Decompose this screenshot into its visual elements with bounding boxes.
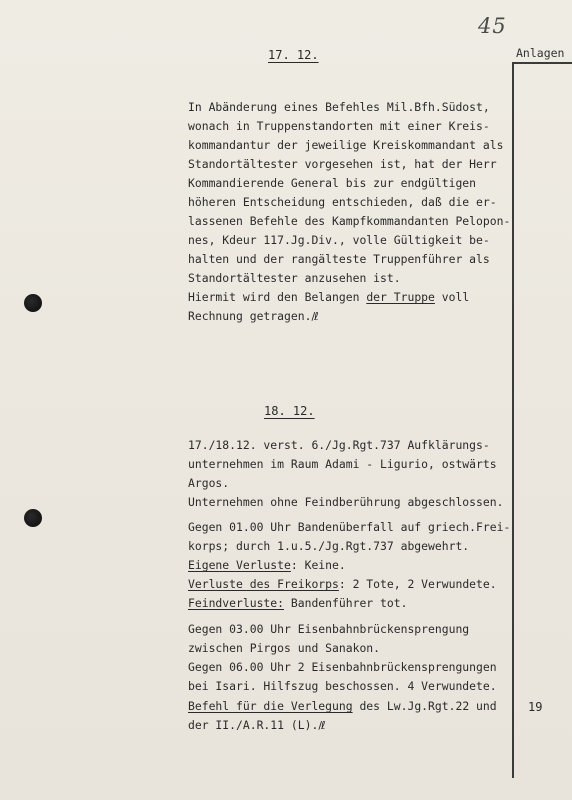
text-segment: voll bbox=[434, 290, 470, 304]
underlined-phrase: Feindverluste: bbox=[188, 596, 285, 610]
margin-rule bbox=[512, 62, 514, 778]
text-line: Argos. bbox=[188, 476, 230, 490]
underlined-phrase: Befehl für die Verlegung bbox=[188, 699, 353, 713]
margin-header-anlagen: Anlagen bbox=[516, 46, 565, 60]
date-heading-18-12: 18. 12. bbox=[264, 404, 315, 418]
text-line: Gegen 06.00 Uhr 2 Eisenbahnbrückensprengungen bbox=[188, 660, 497, 674]
text-line: wonach in Truppenstandorten mit einer Kreis- bbox=[188, 119, 490, 133]
annex-reference-number: 19 bbox=[528, 700, 543, 714]
text-line: Gegen 01.00 Uhr Bandenüberfall auf griech.Frei- bbox=[188, 520, 511, 534]
text-line: korps; durch 1.u.5./Jg.Rgt.737 abgewehrt. bbox=[188, 539, 470, 553]
text-line: Standortältester anzusehen ist. bbox=[188, 271, 401, 285]
text-segment: Rechnung getragen. bbox=[188, 309, 312, 323]
text-line bbox=[188, 307, 510, 326]
text-line bbox=[188, 288, 510, 307]
punch-hole-top bbox=[24, 294, 42, 312]
text-line bbox=[188, 575, 510, 594]
margin-header-rule bbox=[512, 62, 572, 64]
entry-bridge-demolition-1 bbox=[188, 620, 469, 658]
text-line: Gegen 03.00 Uhr Eisenbahnbrückensprengung bbox=[188, 622, 470, 636]
text-segment: : Keine. bbox=[290, 558, 346, 572]
entry-relocation-order bbox=[188, 697, 497, 735]
text-line bbox=[188, 594, 510, 613]
date-heading-17-12: 17. 12. bbox=[268, 48, 319, 62]
text-line: kommandantur der jeweilige Kreiskommandant als bbox=[188, 138, 504, 152]
text-segment: Bandenführer tot. bbox=[284, 596, 408, 610]
text-line: zwischen Pirgos und Sanakon. bbox=[188, 641, 381, 655]
text-line bbox=[188, 697, 497, 716]
handwritten-initials: /ℓ bbox=[311, 310, 318, 323]
text-line: nes, Kdeur 117.Jg.Div., volle Gültigkeit be- bbox=[188, 233, 490, 247]
underlined-phrase: Verluste des Freikorps bbox=[188, 577, 339, 591]
entry-paragraph-17-12 bbox=[188, 98, 510, 326]
text-line: Unternehmen ohne Feindberührung abgeschlossen. bbox=[188, 495, 504, 509]
underlined-phrase: der Truppe bbox=[366, 290, 435, 304]
text-segment: Hiermit wird den Belangen bbox=[188, 290, 367, 304]
text-segment: des Lw.Jg.Rgt.22 und bbox=[352, 699, 497, 713]
text-line: bei Isari. Hilfszug beschossen. 4 Verwundete. bbox=[188, 679, 497, 693]
text-line bbox=[188, 716, 497, 735]
entry-bridge-demolition-2 bbox=[188, 658, 497, 696]
text-line: unternehmen im Raum Adami - Ligurio, ostwärts bbox=[188, 457, 497, 471]
entry-bandit-attack bbox=[188, 518, 510, 613]
punch-hole-bottom bbox=[24, 509, 42, 527]
text-line: halten und der rangälteste Truppenführer als bbox=[188, 252, 490, 266]
text-line: Kommandierende General bis zur endgültigen bbox=[188, 176, 477, 190]
text-segment: : 2 Tote, 2 Verwundete. bbox=[338, 577, 497, 591]
entry-reconnaissance bbox=[188, 436, 503, 512]
underlined-phrase: Eigene Verluste bbox=[188, 558, 291, 572]
text-segment: der II./A.R.11 (L). bbox=[188, 718, 319, 732]
text-line: lassenen Befehle des Kampfkommandanten Pelopon- bbox=[188, 214, 511, 228]
text-line bbox=[188, 556, 510, 575]
page-number: 45 bbox=[478, 14, 507, 38]
text-line: höheren Entscheidung entschieden, daß die er- bbox=[188, 195, 497, 209]
handwritten-initials: /ℓ bbox=[318, 719, 325, 732]
text-line: In Abänderung eines Befehles Mil.Bfh.Südost, bbox=[188, 100, 490, 114]
text-line: 17./18.12. verst. 6./Jg.Rgt.737 Aufklärungs- bbox=[188, 438, 490, 452]
text-line: Standortältester vorgesehen ist, hat der Herr bbox=[188, 157, 497, 171]
